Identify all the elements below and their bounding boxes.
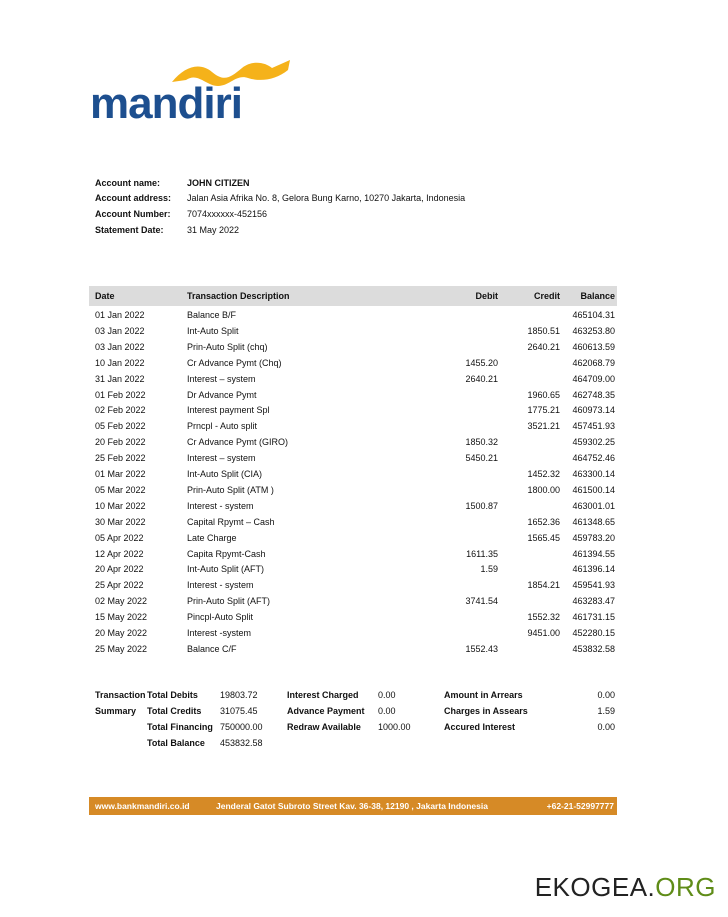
summary-label: Advance Payment xyxy=(287,706,365,716)
cell-description: Pincpl-Auto Split xyxy=(187,612,254,623)
table-row xyxy=(0,501,728,517)
summary-value: 750000.00 xyxy=(220,722,263,732)
watermark-text-accent: ORG xyxy=(655,872,716,902)
cell-date: 05 Apr 2022 xyxy=(95,532,144,543)
cell-debit: 1455.20 xyxy=(465,357,498,368)
footer-address: Jenderal Gatot Subroto Street Kav. 36-38, 12190 , Jakarta Indonesia xyxy=(216,801,488,811)
statement-date-label: Statement Date: xyxy=(95,225,164,235)
summary-label: Charges in Assears xyxy=(444,706,528,716)
cell-balance: 452280.15 xyxy=(572,628,615,638)
account-number: 7074xxxxxx-452156 xyxy=(187,209,268,219)
table-row xyxy=(0,549,728,565)
cell-credit: 1960.65 xyxy=(527,389,560,400)
cell-description: Int-Auto Split (AFT) xyxy=(187,564,265,575)
cell-description: Interest – system xyxy=(187,373,256,384)
summary-value: 0.00 xyxy=(597,690,615,700)
account-name: JOHN CITIZEN xyxy=(187,178,250,188)
cell-credit: 1652.36 xyxy=(527,516,560,527)
cell-balance: 457451.93 xyxy=(572,421,615,432)
summary-title: Summary xyxy=(95,706,137,716)
account-address-label: Account address: xyxy=(95,193,172,203)
watermark xyxy=(535,872,716,903)
cell-date: 01 Mar 2022 xyxy=(95,469,146,479)
cell-credit: 1850.51 xyxy=(527,325,560,336)
table-row xyxy=(0,358,728,374)
footer-website[interactable]: www.bankmandiri.co.id xyxy=(95,801,190,811)
table-row xyxy=(0,421,728,437)
cell-date: 10 Mar 2022 xyxy=(95,500,146,511)
cell-balance: 460973.14 xyxy=(572,405,615,416)
cell-date: 25 Apr 2022 xyxy=(95,580,144,591)
cell-debit: 1850.32 xyxy=(465,437,498,448)
header-date: Date xyxy=(95,291,115,301)
header-debit: Debit xyxy=(475,291,498,301)
table-row xyxy=(0,390,728,406)
cell-balance: 461396.14 xyxy=(572,564,615,575)
table-row xyxy=(0,612,728,628)
summary-value: 0.00 xyxy=(597,722,615,732)
watermark-text: EKOGEA. xyxy=(534,872,656,902)
table-row xyxy=(0,533,728,549)
cell-debit: 2640.21 xyxy=(465,373,498,384)
cell-description: Prin-Auto Split (ATM ) xyxy=(187,484,274,495)
cell-balance: 459783.20 xyxy=(572,532,615,543)
cell-description: Balance B/F xyxy=(187,310,237,320)
table-row xyxy=(0,437,728,453)
cell-debit: 3741.54 xyxy=(465,596,498,607)
footer-bar xyxy=(89,797,617,815)
cell-balance: 463300.14 xyxy=(572,469,615,479)
cell-balance: 462748.35 xyxy=(572,389,615,400)
cell-balance: 463253.80 xyxy=(572,325,615,336)
cell-description: Cr Advance Pymt (Chq) xyxy=(187,357,282,368)
cell-debit: 1611.35 xyxy=(466,548,498,559)
cell-balance: 464752.46 xyxy=(572,453,615,464)
cell-balance: 459541.93 xyxy=(572,580,615,591)
account-name-label: Account name: xyxy=(95,178,161,188)
table-row xyxy=(0,326,728,342)
summary-label: Total Financing xyxy=(147,722,213,732)
cell-date: 25 May 2022 xyxy=(95,643,148,654)
table-row xyxy=(0,517,728,533)
table-row xyxy=(0,405,728,421)
cell-date: 05 Feb 2022 xyxy=(95,421,146,432)
cell-balance: 462068.79 xyxy=(572,357,615,368)
cell-date: 31 Jan 2022 xyxy=(95,373,145,384)
table-row xyxy=(0,485,728,501)
cell-balance: 464709.00 xyxy=(572,373,615,384)
summary-value: 0.00 xyxy=(378,690,396,700)
cell-balance: 461500.14 xyxy=(572,484,615,495)
summary-value: 1000.00 xyxy=(378,722,411,732)
cell-credit: 1565.45 xyxy=(527,532,560,543)
cell-date: 03 Jan 2022 xyxy=(95,341,145,352)
table-row xyxy=(0,580,728,596)
cell-date: 10 Jan 2022 xyxy=(95,357,145,368)
cell-date: 02 May 2022 xyxy=(95,596,148,607)
cell-credit: 1775.21 xyxy=(527,405,560,416)
cell-date: 01 Feb 2022 xyxy=(95,389,146,400)
svg-text:mandiri: mandiri xyxy=(90,79,242,124)
summary-value: 453832.58 xyxy=(220,738,263,748)
table-row xyxy=(0,453,728,469)
cell-date: 25 Feb 2022 xyxy=(95,453,146,464)
cell-credit: 2640.21 xyxy=(527,341,560,352)
summary-value: 0.00 xyxy=(378,706,396,716)
summary-label: Redraw Available xyxy=(287,722,361,732)
cell-date: 30 Mar 2022 xyxy=(95,516,146,527)
header-credit: Credit xyxy=(533,291,560,301)
cell-date: 05 Mar 2022 xyxy=(95,484,146,495)
table-row xyxy=(0,374,728,390)
cell-balance: 453832.58 xyxy=(572,643,615,654)
cell-description: Cr Advance Pymt (GIRO) xyxy=(187,437,289,448)
cell-balance: 460613.59 xyxy=(572,341,615,352)
footer-phone: +62-21-52997777 xyxy=(546,801,614,811)
cell-description: Interest - system xyxy=(187,500,254,511)
cell-debit: 1552.43 xyxy=(465,643,498,654)
cell-date: 12 Apr 2022 xyxy=(95,548,144,559)
cell-balance: 461394.55 xyxy=(572,548,615,559)
cell-description: Late Charge xyxy=(187,532,237,543)
summary-value: 1.59 xyxy=(597,706,615,716)
summary-label: Accured Interest xyxy=(444,722,516,732)
table-row xyxy=(0,596,728,612)
summary-label: Interest Charged xyxy=(287,690,359,700)
cell-description: Capital Rpymt – Cash xyxy=(187,516,275,527)
cell-date: 01 Jan 2022 xyxy=(95,310,145,320)
cell-credit: 1800.00 xyxy=(527,484,560,495)
cell-balance: 461348.65 xyxy=(572,516,615,527)
cell-description: Capita Rpymt-Cash xyxy=(187,548,266,559)
statement-date: 31 May 2022 xyxy=(187,225,240,235)
cell-date: 20 Feb 2022 xyxy=(95,437,146,448)
summary-value: 19803.72 xyxy=(220,690,258,700)
cell-date: 03 Jan 2022 xyxy=(95,325,145,336)
cell-date: 15 May 2022 xyxy=(95,612,148,623)
cell-date: 02 Feb 2022 xyxy=(95,405,146,416)
cell-credit: 9451.00 xyxy=(527,628,560,638)
cell-description: Int-Auto Split (CIA) xyxy=(187,469,263,479)
cell-balance: 461731.15 xyxy=(572,612,615,623)
cell-description: Int-Auto Split xyxy=(187,325,239,336)
summary-value: 31075.45 xyxy=(220,706,258,716)
cell-date: 20 Apr 2022 xyxy=(95,564,144,575)
cell-balance: 459302.25 xyxy=(572,437,615,448)
summary-label: Total Credits xyxy=(147,706,202,716)
cell-credit: 3521.21 xyxy=(527,421,560,432)
cell-debit: 1.59 xyxy=(480,564,498,575)
cell-credit: 1552.32 xyxy=(527,612,560,623)
summary-label: Total Balance xyxy=(147,738,205,748)
cell-debit: 1500.87 xyxy=(465,500,498,511)
cell-credit: 1452.32 xyxy=(527,469,560,479)
table-row xyxy=(0,469,728,485)
summary-label: Amount in Arrears xyxy=(444,690,523,700)
account-number-label: Account Number: xyxy=(95,209,171,219)
cell-description: Interest - system xyxy=(187,580,254,591)
table-row xyxy=(0,564,728,580)
table-row xyxy=(0,310,728,326)
cell-description: Prin-Auto Split (AFT) xyxy=(187,596,271,607)
cell-date: 20 May 2022 xyxy=(95,628,148,638)
summary-label: Total Debits xyxy=(147,690,198,700)
cell-description: Balance C/F xyxy=(187,643,237,654)
table-row xyxy=(0,342,728,358)
table-row xyxy=(0,644,728,660)
mandiri-logo xyxy=(90,58,295,124)
cell-description: Prncpl - Auto split xyxy=(187,421,258,432)
table-row xyxy=(0,628,728,644)
cell-description: Interest -system xyxy=(187,628,252,638)
cell-debit: 5450.21 xyxy=(465,453,498,464)
header-balance: Balance xyxy=(580,291,615,301)
summary-title: Transaction xyxy=(95,690,146,700)
cell-balance: 463283.47 xyxy=(572,596,615,607)
cell-description: Interest payment Spl xyxy=(187,405,270,416)
cell-balance: 463001.01 xyxy=(572,500,615,511)
header-description: Transaction Description xyxy=(187,291,290,301)
cell-description: Dr Advance Pymt xyxy=(187,389,257,400)
cell-balance: 465104.31 xyxy=(572,310,615,320)
cell-description: Interest – system xyxy=(187,453,256,464)
cell-description: Prin-Auto Split (chq) xyxy=(187,341,268,352)
cell-credit: 1854.21 xyxy=(527,580,560,591)
account-address: Jalan Asia Afrika No. 8, Gelora Bung Karno, 10270 Jakarta, Indonesia xyxy=(187,193,466,203)
